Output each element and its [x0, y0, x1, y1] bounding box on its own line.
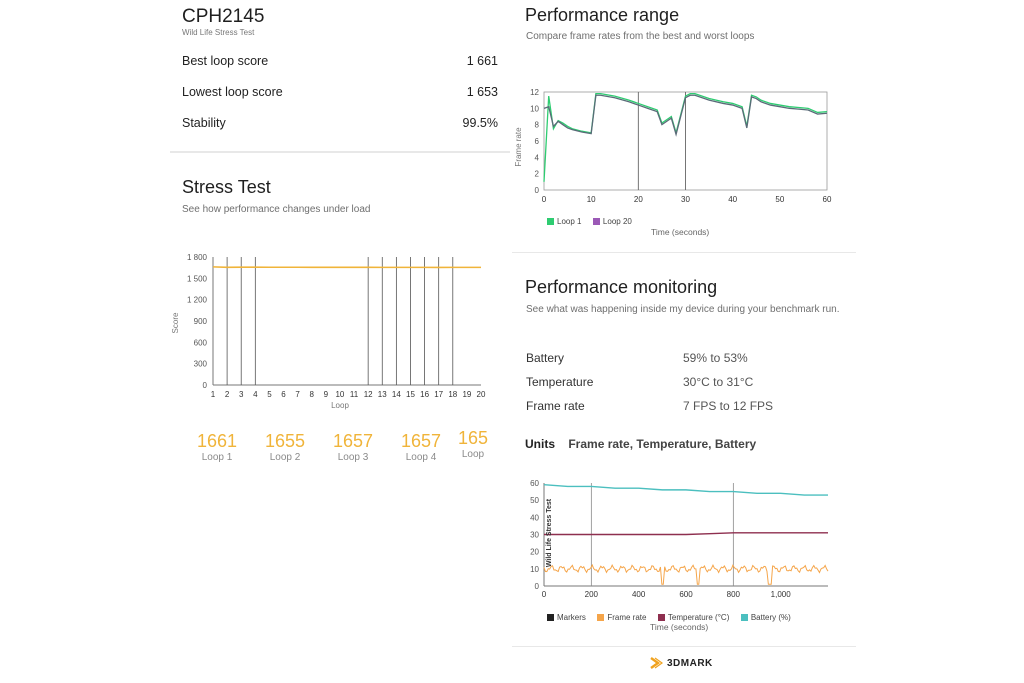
device-name: CPH2145	[182, 6, 265, 27]
units-value: Frame rate, Temperature, Battery	[568, 437, 757, 451]
legend-loop1[interactable]	[547, 217, 581, 226]
monitoring-row-battery	[526, 351, 856, 375]
temperature-swatch-icon	[658, 614, 665, 621]
monitoring-x-tick: 0	[541, 590, 547, 599]
monitoring-framerate-line	[544, 565, 828, 584]
summary-row-stability	[182, 116, 498, 147]
legend-loop20[interactable]	[593, 217, 632, 226]
range-y-tick: 2	[534, 169, 539, 179]
monitoring-x-ticks	[542, 590, 791, 599]
loop-score-item[interactable]	[455, 428, 491, 460]
stress-score-line	[213, 267, 481, 268]
monitoring-temperature-line	[544, 533, 828, 535]
monitoring-y-tick: 0	[534, 582, 539, 591]
monitoring-chart	[512, 478, 842, 602]
test-name: Wild Life Stress Test	[182, 28, 255, 37]
monitoring-label: Temperature	[526, 375, 594, 389]
monitoring-y-tick: 60	[530, 479, 539, 488]
monitoring-label: Frame rate	[526, 399, 585, 413]
monitoring-y-tick: 20	[530, 547, 539, 557]
stress-x-tick: 9	[323, 390, 329, 399]
range-x-tick: 60	[822, 195, 832, 204]
monitoring-value: 59% to 53%	[683, 351, 748, 365]
stress-y-ticks	[187, 253, 481, 390]
monitoring-rotated-label: Wild Life Stress Test	[546, 498, 553, 568]
monitoring-subtitle: See what was happening inside my device during your benchmark run.	[526, 304, 840, 315]
framerate-swatch-icon	[597, 614, 604, 621]
range-x-tick: 30	[681, 195, 690, 204]
range-x-ticks	[542, 195, 832, 204]
legend-label: Temperature (°C)	[667, 613, 730, 622]
range-x-tick: 0	[541, 195, 547, 204]
range-title: Performance range	[525, 5, 680, 25]
summary-value: 1 661	[466, 54, 498, 68]
stress-markers	[227, 257, 453, 385]
monitoring-list	[526, 351, 856, 423]
monitoring-x-tick: 1,000	[770, 590, 791, 599]
range-y-tick: 12	[530, 88, 539, 97]
stress-x-tick: 4	[253, 390, 258, 399]
range-xlabel: Time (seconds)	[651, 227, 710, 237]
loop-score-label: Loop 3	[337, 452, 369, 463]
stress-y-tick: 0	[202, 381, 207, 390]
monitoring-xlabel: Time (seconds)	[650, 622, 709, 632]
monitoring-value: 30°C to 31°C	[683, 375, 754, 389]
monitoring-row-framerate	[526, 399, 856, 423]
stress-title: Stress Test	[182, 177, 271, 197]
range-y-tick: 0	[534, 186, 539, 195]
loop-score-value: 1655	[264, 431, 306, 451]
range-x-tick: 50	[775, 195, 785, 204]
stress-y-tick: 900	[193, 317, 207, 326]
loop-score-label: Loop	[461, 449, 485, 460]
monitoring-x-tick: 400	[631, 590, 646, 599]
range-y-tick: 6	[534, 137, 539, 146]
stress-xlabel: Loop	[331, 401, 349, 410]
stress-x-tick: 1	[210, 390, 216, 399]
range-subtitle: Compare frame rates from the best and worst loops	[526, 31, 755, 42]
stress-y-tick: 1 500	[186, 274, 207, 284]
loop20-swatch-icon	[593, 218, 600, 225]
loop-score-label: Loop 2	[269, 452, 301, 463]
battery-swatch-icon	[741, 614, 748, 621]
section-divider	[512, 252, 856, 253]
legend-framerate[interactable]	[597, 613, 646, 622]
3dmark-logo-icon	[650, 657, 664, 669]
brand-logo-text: 3DMARK	[667, 657, 713, 669]
loop-score-value: 1657	[332, 431, 374, 451]
range-ylabel: Frame rate	[514, 127, 523, 167]
monitoring-y-tick: 40	[530, 513, 539, 523]
monitoring-x-tick: 800	[726, 590, 741, 599]
stress-x-tick: 14	[391, 390, 401, 399]
legend-label: Frame rate	[607, 613, 647, 622]
loop-score-item[interactable]	[183, 431, 251, 463]
monitoring-y-tick: 30	[530, 530, 539, 540]
range-markers	[638, 92, 685, 190]
loop-score-item[interactable]	[251, 431, 319, 463]
legend-battery[interactable]	[741, 613, 791, 622]
monitoring-value: 7 FPS to 12 FPS	[683, 399, 774, 413]
stress-y-tick: 300	[193, 359, 207, 369]
stress-x-tick: 10	[335, 390, 345, 399]
loop-score-label: Loop 1	[201, 452, 233, 463]
stress-x-tick: 17	[434, 390, 444, 399]
stress-x-tick: 7	[295, 390, 300, 399]
summary-label: Best loop score	[182, 54, 269, 68]
legend-temperature[interactable]	[658, 613, 729, 622]
stress-ylabel: Score	[171, 312, 180, 334]
stress-x-tick: 16	[420, 390, 430, 399]
summary-value: 99.5%	[462, 116, 498, 130]
monitoring-title: Performance monitoring	[525, 277, 718, 297]
section-divider	[170, 151, 510, 153]
stress-chart	[168, 248, 498, 414]
monitoring-series	[544, 485, 828, 585]
stress-y-tick: 600	[193, 338, 207, 348]
brand-logo	[650, 657, 713, 669]
loop1-swatch-icon	[547, 218, 554, 225]
markers-swatch-icon	[547, 614, 554, 621]
stress-x-tick: 12	[363, 390, 373, 399]
stress-x-tick: 11	[349, 390, 359, 399]
range-y-tick: 8	[534, 120, 539, 130]
stress-x-tick: 13	[377, 390, 387, 399]
monitoring-x-tick: 200	[584, 590, 599, 599]
stress-x-ticks	[211, 390, 486, 399]
summary-label: Stability	[182, 116, 226, 130]
monitoring-y-tick: 50	[530, 496, 539, 506]
stress-subtitle: See how performance changes under load	[182, 204, 371, 215]
summary-label: Lowest loop score	[182, 85, 283, 99]
stress-x-tick: 19	[462, 390, 472, 399]
legend-label: Battery (%)	[750, 613, 791, 622]
stress-x-tick: 15	[406, 390, 415, 399]
range-x-tick: 40	[728, 195, 738, 204]
summary-row-lowest	[182, 85, 498, 116]
section-divider	[512, 646, 856, 647]
summary-row-best	[182, 54, 498, 85]
stress-x-tick: 2	[224, 390, 230, 399]
stress-y-tick: 1 800	[186, 253, 207, 262]
summary-value: 1 653	[466, 85, 498, 99]
range-y-tick: 10	[530, 104, 539, 114]
range-x-tick: 20	[633, 195, 643, 204]
stress-y-tick: 1 200	[186, 295, 207, 305]
units-row[interactable]	[525, 437, 756, 451]
stress-x-tick: 3	[238, 390, 244, 399]
legend-label: Markers	[557, 613, 586, 622]
stress-x-tick: 5	[267, 390, 272, 399]
range-legend	[547, 211, 639, 229]
legend-label: Loop 1	[557, 217, 582, 226]
range-y-tick: 4	[534, 153, 539, 163]
legend-markers[interactable]	[547, 613, 586, 622]
loop-score-item[interactable]	[387, 431, 455, 463]
loop-scores	[183, 428, 503, 465]
monitoring-battery-line	[544, 485, 828, 495]
legend-label: Loop 20	[602, 217, 632, 226]
stress-x-tick: 6	[281, 390, 286, 399]
range-y-ticks	[530, 88, 827, 195]
range-x-tick: 10	[586, 195, 596, 204]
stress-x-tick: 18	[448, 390, 458, 399]
units-label: Units	[525, 437, 555, 451]
monitoring-y-tick: 10	[530, 564, 539, 574]
monitoring-label: Battery	[526, 351, 565, 365]
summary-list	[182, 54, 498, 147]
loop-score-value: 165	[457, 428, 489, 448]
loop-score-item[interactable]	[319, 431, 387, 463]
loop-score-label: Loop 4	[405, 452, 437, 463]
stress-x-tick: 8	[309, 390, 314, 399]
stress-series	[213, 267, 481, 268]
loop-score-value: 1657	[400, 431, 442, 451]
monitoring-row-temperature	[526, 375, 856, 399]
loop-score-value: 1661	[196, 431, 238, 451]
stress-x-tick: 20	[476, 390, 486, 399]
monitoring-x-tick: 600	[679, 590, 693, 599]
